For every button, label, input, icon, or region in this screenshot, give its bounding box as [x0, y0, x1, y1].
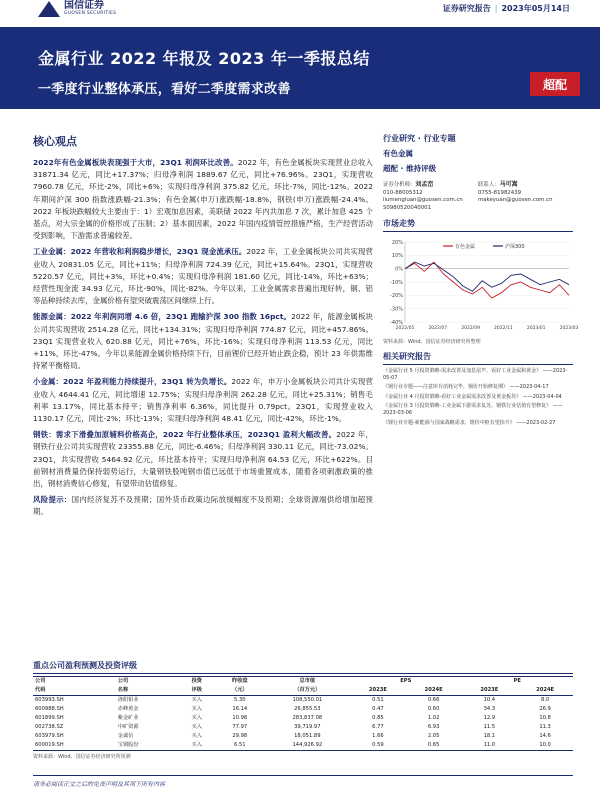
x-tick-label: 2022/11	[494, 326, 513, 331]
logo-cn: 国信证券	[64, 0, 104, 12]
paragraph-highlight: 钢铁：需求下滑叠加原辅料价格高企，2022 年行业整体承压，2023Q1 盈利大幅改善。	[33, 430, 337, 440]
table-cell: 1.66	[372, 733, 384, 739]
table-cell: 5.30	[234, 697, 246, 703]
th-mcap-2: （百万元）	[265, 686, 350, 696]
paragraph-body: 国内经济复苏不及预期；国外货币政策边际放缓幅度不及预期；全球资源端供给增加超预期。	[33, 495, 373, 517]
paragraph-highlight: 小金属：2022 年盈利能力持续提升，23Q1 转为负增长。	[33, 377, 232, 387]
y-tick-label: -40%	[390, 319, 403, 326]
forecast-table	[33, 676, 573, 751]
table-cell: 中矿资源	[117, 724, 139, 730]
table-cell: 买入	[191, 697, 202, 703]
table-cell: 10.4	[483, 697, 496, 703]
y-tick-label: -20%	[390, 293, 403, 300]
table-cell: 0.59	[350, 741, 406, 751]
header-meta: 证券研究报告 | 2023年05月14日	[442, 4, 570, 13]
core-view-title: 核心观点	[33, 135, 77, 148]
table-cell: 14.6	[539, 733, 551, 739]
table-cell: 买入	[191, 733, 202, 739]
table-cell: 11.5	[483, 724, 496, 730]
th-pe: PE	[461, 677, 573, 687]
paragraph-highlight: 风险提示：	[33, 495, 72, 505]
th-pe-2023: 2023E	[461, 686, 517, 696]
legend-label: 有色金属	[455, 244, 476, 250]
table-cell: 紫金矿业	[117, 715, 139, 721]
core-paragraph	[33, 246, 373, 307]
rating-badge: 超配	[530, 72, 580, 96]
table-cell: 16.14	[232, 706, 248, 712]
analyst-2: 联系人：马可嵩 0755-81982439 makeyuan@guosen.com.cn	[478, 181, 553, 203]
legend-label: 沪深300	[505, 244, 525, 250]
th-close-1: 昨收盘	[215, 677, 265, 687]
paragraph-highlight: 2022年有色金属板块表现强于大市，23Q1 利润环比改善。	[33, 158, 238, 167]
table-cell: 0.65	[406, 741, 462, 751]
table-cell: 603979.SH	[35, 733, 64, 739]
th-pe-2024: 2024E	[517, 686, 573, 696]
table-cell: 0.51	[372, 697, 384, 703]
table-cell: 26.9	[539, 706, 551, 712]
report-subtitle: 一季度行业整体承压，看好二季度需求改善	[38, 82, 291, 97]
core-paragraph	[33, 376, 373, 425]
table-cell: 283,837.08	[292, 715, 323, 721]
market-trend-title: 市场走势	[383, 218, 573, 232]
table-cell: 108,550.01	[292, 697, 323, 703]
table-cell: 34.3	[483, 706, 496, 712]
y-tick-label: 20%	[391, 239, 403, 246]
table-cell: 6.77	[372, 724, 384, 730]
table-cell: 洛阳钼业	[117, 697, 139, 703]
y-tick-label: 0%	[395, 266, 403, 273]
table-cell: 39,719.97	[294, 724, 321, 730]
th-eps-2023: 2023E	[350, 686, 406, 696]
series-line-1	[405, 262, 569, 298]
table-cell: 10.98	[232, 715, 248, 721]
th-rating-1: 投资	[179, 677, 215, 687]
analyst-1: 证券分析师：刘孟峦 010-88005312 liumengluan@guosen.com.cn S0980520040001	[383, 181, 463, 211]
core-view-section	[33, 133, 373, 523]
related-reports-list	[383, 368, 573, 426]
table-cell: 8.0	[540, 697, 550, 703]
th-eps: EPS	[350, 677, 461, 687]
table-source: 资料来源：Wind、国信证券经济研究所预测	[33, 754, 131, 760]
related-report-item[interactable]: 《金属行业 5 月投资策略-需求改善及加息尾声，看好工业金属和黄金》 ——2023-05-07	[383, 368, 568, 381]
core-paragraph	[33, 429, 373, 490]
forecast-table-section	[33, 660, 573, 760]
th-code-2: 代码	[33, 686, 116, 696]
table-cell: 0.66	[427, 697, 440, 703]
table-cell: 买入	[191, 715, 202, 721]
table-row	[33, 705, 573, 714]
table-cell: 10.0	[517, 741, 573, 751]
table-cell: 赤峰黄金	[117, 706, 139, 712]
report-date: 2023年05月14日	[501, 4, 570, 13]
paragraph-body: 2022 年，有色金属板块实现营业总收入 31871.34 亿元，同比+17.37%；归母净利润 1889.67 亿元，同比+76.96%。23Q1，实现营收 7960.78 亿元，环比-2%，同比+6%；实现归母净利润 375.82 亿元，环比-7%，同比-12%。2022 年期间沪深 300 指数涨跌幅-21.3%；有色金属(申万)涨跌幅-18.8%，钢铁(申万)涨跌幅-24.4%。2022 年板块跌幅较大主要由于：1）宏观加息因素，美联储 2022 年内共加息 7 次，累计加息 425 个基点，对大宗金属的价格形成了压制；2）基本面因素，2022 年国内疫情管控措施严格，生产经营活动受到影响，下游需求普遍较差。	[33, 158, 373, 241]
table-cell: 0.85	[372, 715, 384, 721]
paragraph-body: 2022 年，钢铁行业公司共实现营收 23355.88 亿元，同比-6.46%；归母净利润 330.11 亿元，同比-73.02%。23Q1，共实现营收 5464.92 亿元，环比基本持平；实现归母净利润 64.53 亿元，环比+622%。目前钢材消费量仍保持弱势运行，大量钢铁股吨钢市值已远低于市场重置成本，随着各项刺激政策的推出，钢材消费信心修复，有望带动估值修复。	[33, 430, 373, 489]
market-trend-chart	[383, 236, 579, 336]
core-paragraph	[33, 311, 373, 372]
table-row	[33, 723, 573, 732]
th-rating-2: 评级	[179, 686, 215, 696]
table-cell: 603993.SH	[35, 697, 64, 703]
table-cell: 2.05	[427, 733, 440, 739]
related-reports-title: 相关研究报告	[383, 351, 573, 365]
logo-en: GUOSEN SECURITIES	[64, 11, 117, 17]
y-tick-label: -30%	[390, 306, 403, 313]
table-cell: 10.8	[539, 715, 551, 721]
th-name-1: 公司	[116, 677, 179, 687]
related-report-item[interactable]: 《金属行业 3 月投资策略-工业金属下游需求复苏，钢铁行业估值有望修复》 ——2023-03-06	[383, 403, 563, 416]
paragraph-body: 2022 年，能源金属板块公司共实现营收 2514.28 亿元，同比+134.31%；实现归母净利润 774.87 亿元，同比+457.86%。23Q1 实现营业收入 620.88 亿元，同比+76%，环比-16%；实现归母净利润 113.53 亿元，同比+11%，环比-47%。今年以来能源金属价格持续下行，目前锂价已经开始止跌企稳，预计 23 年供需维持紧平衡格局。	[33, 312, 373, 371]
industry-name: 有色金属	[383, 149, 413, 158]
table-cell: 12.9	[483, 715, 496, 721]
paragraph-highlight: 工业金属：2022 年营收和利润稳步增长，23Q1 现金流承压。	[33, 247, 247, 257]
table-cell: 买入	[191, 706, 202, 712]
table-cell: 0.60	[427, 706, 440, 712]
x-tick-label: 2022/07	[428, 326, 448, 331]
table-cell: 600988.SH	[35, 706, 64, 712]
table-cell: 11.0	[461, 741, 517, 751]
table-cell: 002738.SZ	[35, 724, 64, 730]
industry-rating: 超配 · 维持评级	[383, 164, 437, 173]
table-row	[33, 732, 573, 741]
table-row	[33, 714, 573, 723]
th-code-1: 公司	[33, 677, 116, 687]
paragraph-body: 2022 年，申万小金属板块公司共计实现营业收入 4644.41 亿元，同比增速 12.75%；实现归母净利润 262.28 亿元，同比+25.31%；销售毛利率 13.17%，同比基本持平；销售净利率 6.36%，同比提升 0.79pct。23Q1，实现营业收入 1130.17 亿元，同比-2%；环比-13%；实现归母净利润 48.41 亿元，同比-42%，环比-1%。	[33, 377, 373, 424]
core-paragraph	[33, 494, 373, 518]
table-cell: 77.97	[232, 724, 248, 730]
table-cell: 18,051.89	[294, 733, 321, 739]
table-cell: 144,926.92	[265, 741, 350, 751]
x-tick-label: 2023/03	[559, 326, 579, 331]
title-banner	[0, 27, 600, 109]
report-type: 证券研究报告	[442, 4, 491, 13]
x-tick-label: 2022/09	[461, 326, 480, 331]
table-cell: 买入	[191, 724, 202, 730]
th-eps-2024: 2024E	[406, 686, 462, 696]
table-cell: 金诚信	[117, 733, 134, 739]
table-cell: 600019.SH	[33, 741, 116, 751]
paragraph-body: 2022 年，工业金属板块公司共实现营业收入 20831.05 亿元，同比+11%；归母净利润 724.39 亿元，同比+15.64%。23Q1，实现营收 5220.57 亿元，同比+3%，环比+0.4%；实现归母净利润 181.60 亿元，同比-14%，环比+63%；经营性现金流 34.93 亿元，环比-90%，同比-82%。今年以来，工业金属需求普遍出现好转，铜、铝等品种持续去库，金属价格有望突破震荡区间继续上行。	[33, 247, 373, 306]
paragraph-highlight: 能源金属：2022 年利润同增 4.6 倍，23Q1 跑输沪深 300 指数 16pct。	[33, 312, 292, 322]
th-mcap-1: 总市值	[265, 677, 350, 687]
table-cell: 26,855.53	[294, 706, 321, 712]
table-cell: 18.1	[483, 733, 496, 739]
sidebar	[383, 133, 579, 429]
th-close-2: （元）	[215, 686, 265, 696]
table-cell: 0.47	[372, 706, 384, 712]
company-logo	[38, 0, 116, 18]
report-category: 行业研究 · 行业专题	[383, 134, 456, 143]
logo-mountain-icon	[38, 1, 60, 17]
core-paragraph	[33, 157, 373, 242]
related-report-item[interactable]: 《钢行业专题——注意库存消耗完毕，钢价开始修复期》 ——2023-04-17	[383, 384, 549, 391]
forecast-table-title: 重点公司盈利预测及投资评级	[33, 660, 573, 674]
related-report-item[interactable]: 《锂行业专题-新能源与国家战略需求，锂价中枢有望抬升》 ——2023-02-27	[383, 419, 556, 426]
table-cell: 6.51	[215, 741, 265, 751]
analyst-block	[383, 181, 573, 212]
table-cell: 宝钢股份	[116, 741, 179, 751]
th-name-2: 名称	[116, 686, 179, 696]
top-header	[0, 0, 600, 20]
table-row	[33, 696, 573, 706]
market-trend-svg	[383, 236, 579, 336]
table-cell: 6.93	[427, 724, 440, 730]
table-cell: 11.3	[539, 724, 551, 730]
y-tick-label: -10%	[390, 279, 403, 286]
table-cell: 买入	[179, 741, 215, 751]
table-cell: 1.02	[427, 715, 440, 721]
table-cell: 29.98	[232, 733, 248, 739]
related-report-item[interactable]: 《金属行业 4 月投资策略-看好工业金属需求改善及黄金板块》 ——2023-04-04	[383, 393, 562, 400]
report-title: 金属行业 2022 年报及 2023 年一季报总结	[38, 49, 370, 68]
x-tick-label: 2022/05	[395, 326, 415, 331]
y-tick-label: 10%	[391, 253, 403, 260]
x-tick-label: 2023/01	[526, 326, 546, 331]
footer-disclaimer: 请务必阅读正文之后的免责声明及其项下所有内容	[33, 775, 573, 788]
table-row	[33, 741, 573, 751]
table-cell: 601899.SH	[35, 715, 64, 721]
chart-source: 资料来源：Wind、国信证券经济研究所整理	[383, 339, 481, 345]
